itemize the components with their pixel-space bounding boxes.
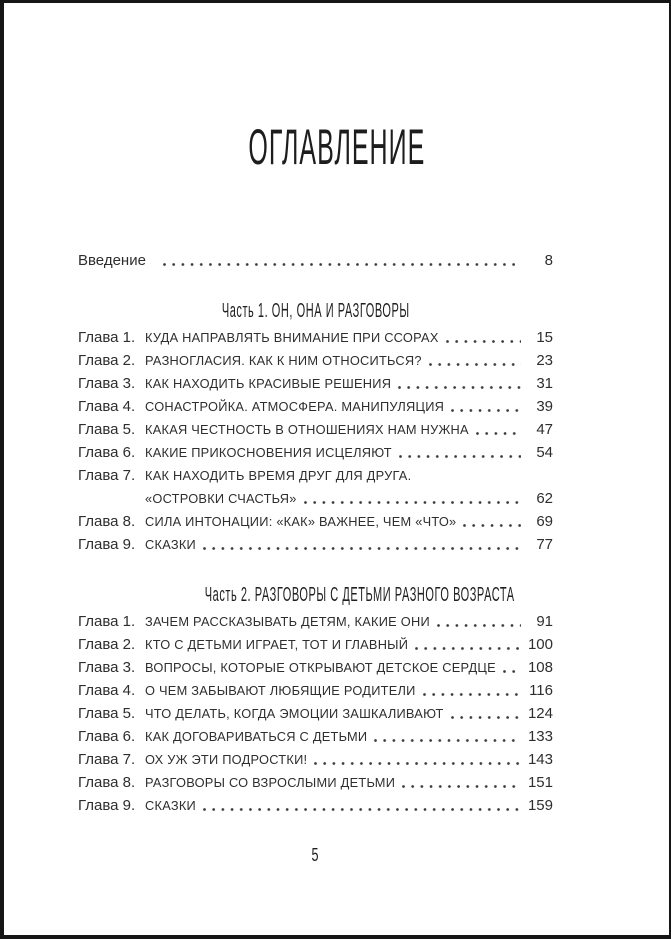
dot-leader [503, 670, 521, 674]
page-ref: 62 [536, 490, 553, 507]
page-ref: 23 [536, 352, 553, 369]
chapter-label: Глава 1. [78, 613, 136, 630]
chapter-title: КАКАЯ ЧЕСТНОСТЬ В ОТНОШЕНИЯХ НАМ НУЖНА [145, 422, 469, 437]
toc-entry [78, 610, 553, 633]
dot-leader [415, 647, 521, 651]
chapter-title: СИЛА ИНТОНАЦИИ: «КАК» ВАЖНЕЕ, ЧЕМ «ЧТО» [145, 514, 457, 529]
toc-entry-introduction [78, 249, 553, 272]
chapter-title: «ОСТРОВКИ СЧАСТЬЯ» [145, 491, 297, 506]
toc-entry [78, 510, 553, 533]
page-ref: 31 [536, 375, 553, 392]
chapter-title: СОНАСТРОЙКА. АТМОСФЕРА. МАНИПУЛЯЦИЯ [145, 399, 445, 414]
page-ref: 69 [536, 513, 553, 530]
dot-leader [203, 808, 521, 812]
chapter-list [78, 610, 553, 817]
dot-leader [451, 716, 521, 720]
page-title [4, 121, 669, 173]
chapter-label: Глава 2. [78, 352, 136, 369]
part-heading-text: Часть 2. РАЗГОВОРЫ С ДЕТЬМИ РАЗНОГО ВОЗРАСТА [204, 584, 515, 606]
toc-entry [78, 395, 553, 418]
chapter-label: Глава 7. [78, 467, 136, 484]
dot-leader [429, 363, 521, 367]
dot-leader [398, 386, 521, 390]
chapter-label: Глава 2. [78, 636, 136, 653]
chapter-label: Глава 5. [78, 421, 136, 438]
part-heading-text: Часть 1. ОН, ОНА И РАЗГОВОРЫ [221, 300, 410, 322]
dot-leader [374, 739, 521, 743]
dot-leader [402, 785, 521, 789]
chapter-title: КАК ДОГОВАРИВАТЬСЯ С ДЕТЬМИ [145, 729, 368, 744]
chapter-title: КАК НАХОДИТЬ КРАСИВЫЕ РЕШЕНИЯ [145, 376, 392, 391]
chapter-title: ВОПРОСЫ, КОТОРЫЕ ОТКРЫВАЮТ ДЕТСКОЕ СЕРДЦЕ [145, 660, 496, 675]
dot-leader [463, 524, 521, 528]
chapter-label: Глава 4. [78, 398, 136, 415]
toc-entry [78, 372, 553, 395]
toc-entry [78, 349, 553, 372]
page-title-text: ОГЛАВЛЕНИЕ [248, 119, 425, 175]
dot-leader [423, 693, 521, 697]
chapter-label: Глава 6. [78, 444, 136, 461]
toc-entry [78, 702, 553, 725]
toc-entry [78, 441, 553, 464]
page-ref: 15 [536, 329, 553, 346]
chapter-title: КУДА НАПРАВЛЯТЬ ВНИМАНИЕ ПРИ ССОРАХ [145, 330, 439, 345]
toc-entry [78, 326, 553, 349]
chapter-title: ЧТО ДЕЛАТЬ, КОГДА ЭМОЦИИ ЗАШКАЛИВАЮТ [145, 706, 444, 721]
page-ref: 124 [527, 705, 553, 722]
page-ref: 151 [527, 774, 553, 791]
toc-entry [78, 656, 553, 679]
chapter-title: РАЗГОВОРЫ СО ВЗРОСЛЫМИ ДЕТЬМИ [145, 775, 396, 790]
page-ref: 54 [536, 444, 553, 461]
dot-leader [399, 455, 521, 459]
chapter-label: Глава 3. [78, 659, 136, 676]
dot-leader [476, 432, 521, 436]
toc-entry [78, 794, 553, 817]
chapter-title: СКАЗКИ [145, 537, 196, 552]
chapter-label: Глава 9. [78, 797, 136, 814]
chapter-label: Глава 8. [78, 513, 136, 530]
page-number [78, 843, 553, 867]
page-ref: 91 [536, 613, 553, 630]
page-ref: 47 [536, 421, 553, 438]
page-ref: 8 [544, 252, 553, 269]
chapter-title: КАК НАХОДИТЬ ВРЕМЯ ДРУГ ДЛЯ ДРУГА. [145, 468, 412, 483]
chapter-title: РАЗНОГЛАСИЯ. КАК К НИМ ОТНОСИТЬСЯ? [145, 353, 422, 368]
part-heading [78, 582, 553, 608]
toc-entry [78, 487, 553, 510]
dot-leader [437, 624, 521, 628]
chapter-label: Глава 9. [78, 536, 136, 553]
part-heading [78, 298, 553, 324]
toc-entry [78, 464, 553, 487]
dot-leader [446, 340, 521, 344]
page-ref: 77 [536, 536, 553, 553]
toc-parts [78, 298, 553, 817]
chapter-label: Глава 6. [78, 728, 136, 745]
dot-leader [203, 547, 521, 551]
page-ref: 39 [536, 398, 553, 415]
page-ref: 100 [527, 636, 553, 653]
toc-entry [78, 533, 553, 556]
page-ref: 133 [527, 728, 553, 745]
chapter-list [78, 326, 553, 556]
toc-entry [78, 725, 553, 748]
chapter-label: Глава 4. [78, 682, 136, 699]
page-ref: 108 [527, 659, 553, 676]
chapter-title: КТО С ДЕТЬМИ ИГРАЕТ, ТОТ И ГЛАВНЫЙ [145, 637, 409, 652]
chapter-title: КАКИЕ ПРИКОСНОВЕНИЯ ИСЦЕЛЯЮТ [145, 445, 392, 460]
toc-entry [78, 679, 553, 702]
dot-leader [451, 409, 521, 413]
dot-leader [304, 501, 521, 505]
page-ref: 143 [527, 751, 553, 768]
intro-label: Введение [78, 252, 146, 269]
toc-content [78, 249, 553, 867]
chapter-label: Глава 7. [78, 751, 136, 768]
chapter-title: ОХ УЖ ЭТИ ПОДРОСТКИ! [145, 752, 308, 767]
page-number-text: 5 [311, 845, 319, 865]
chapter-label: Глава 3. [78, 375, 136, 392]
dot-leader [314, 762, 521, 766]
toc-entry [78, 418, 553, 441]
chapter-label: Глава 5. [78, 705, 136, 722]
page-ref: 116 [529, 682, 553, 699]
chapter-label: Глава 8. [78, 774, 136, 791]
dot-leader [163, 263, 521, 267]
toc-entry [78, 633, 553, 656]
chapter-label: Глава 1. [78, 329, 136, 346]
toc-entry [78, 748, 553, 771]
chapter-title: ЗАЧЕМ РАССКАЗЫВАТЬ ДЕТЯМ, КАКИЕ ОНИ [145, 614, 430, 629]
chapter-title: СКАЗКИ [145, 798, 196, 813]
toc-entry [78, 771, 553, 794]
page-ref: 159 [527, 797, 553, 814]
chapter-title: О ЧЕМ ЗАБЫВАЮТ ЛЮБЯЩИЕ РОДИТЕЛИ [145, 683, 416, 698]
